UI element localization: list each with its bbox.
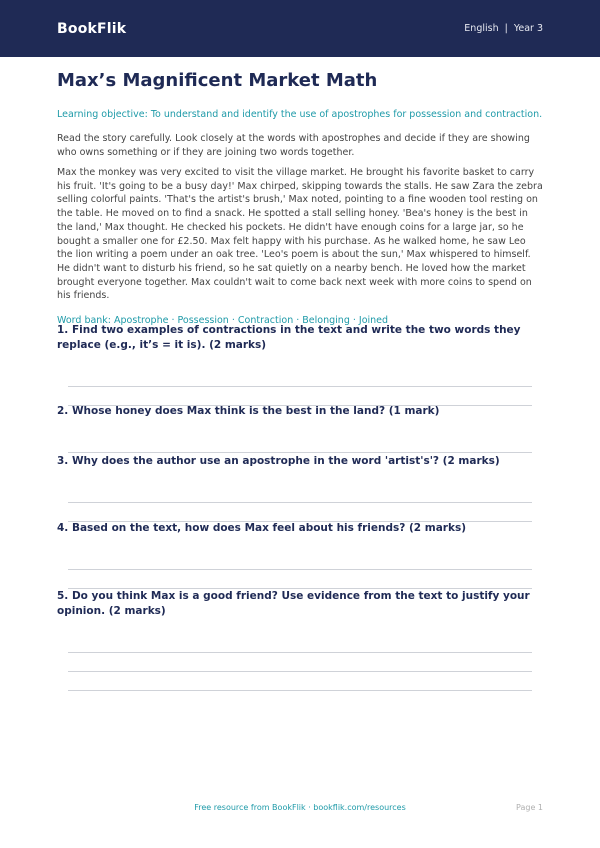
page-title: Max’s Magnificent Market Math	[57, 70, 378, 91]
footer-credit: Free resource from BookFlik · bookflik.com/resources	[194, 803, 406, 812]
answer-line[interactable]	[68, 502, 532, 503]
question-1: 1. Find two examples of contractions in the text and write the two words they replace (e.g., it’s = it is). (2 marks)	[57, 324, 521, 351]
answer-line[interactable]	[68, 386, 532, 387]
meta-separator: |	[504, 23, 508, 34]
story-text: Max the monkey was very excited to visit the village market. He brought his favorite basket to carry his fruit. 'It's going to be a busy day!' Max chirped, skipping towards the stalls. He saw Zara the zebra selling colorful paints. 'That's the artist's brush,' Max noted, pointing to a fine wooden tool resting on the table. He moved on to find a snack. He spotted a stall selling honey. 'Bea's honey is the best in the land,' Max thought. He checked his pockets. He didn't have enough coins for a large jar, so he bought a smaller one for £2.50. Max felt happy with his purchase. As he walked home, he saw Leo the lion writing a poem under an oak tree. 'Leo's poem is about the sun,' Max whispered to himself. He didn't want to disturb his friend, so he sat quietly on a nearby bench. He loved how the market brought everyone together. Max couldn't wait to come back next week with more coins to spend on his friends.	[57, 167, 543, 302]
brand-logo: BookFlik	[57, 20, 127, 37]
year-label: Year 3	[513, 23, 543, 34]
subject-label: English	[464, 23, 499, 34]
answer-line[interactable]	[68, 652, 532, 653]
answer-line[interactable]	[68, 452, 532, 453]
page-number: Page 1	[516, 803, 543, 812]
question-2: 2. Whose honey does Max think is the best in the land? (1 mark)	[57, 405, 440, 417]
worksheet-content	[0, 70, 600, 326]
question-4: 4. Based on the text, how does Max feel about his friends? (2 marks)	[57, 522, 466, 534]
instructions: Read the story carefully. Look closely at the words with apostrophes and decide if they are showing who owns something or if they are joining two words together.	[57, 133, 530, 158]
answer-line[interactable]	[68, 690, 532, 691]
page-header	[0, 0, 600, 57]
word-bank: Word bank: Apostrophe · Possession · Contraction · Belonging · Joined	[57, 315, 389, 327]
answer-line[interactable]	[68, 671, 532, 672]
subject-year	[464, 23, 543, 34]
question-3: 3. Why does the author use an apostrophe in the word 'artist's'? (2 marks)	[57, 455, 500, 467]
question-5: 5. Do you think Max is a good friend? Use evidence from the text to justify your opinion. (2 marks)	[57, 590, 530, 617]
answer-line[interactable]	[68, 569, 532, 570]
learning-objective: Learning objective: To understand and identify the use of apostrophes for possession and contraction.	[57, 109, 543, 120]
